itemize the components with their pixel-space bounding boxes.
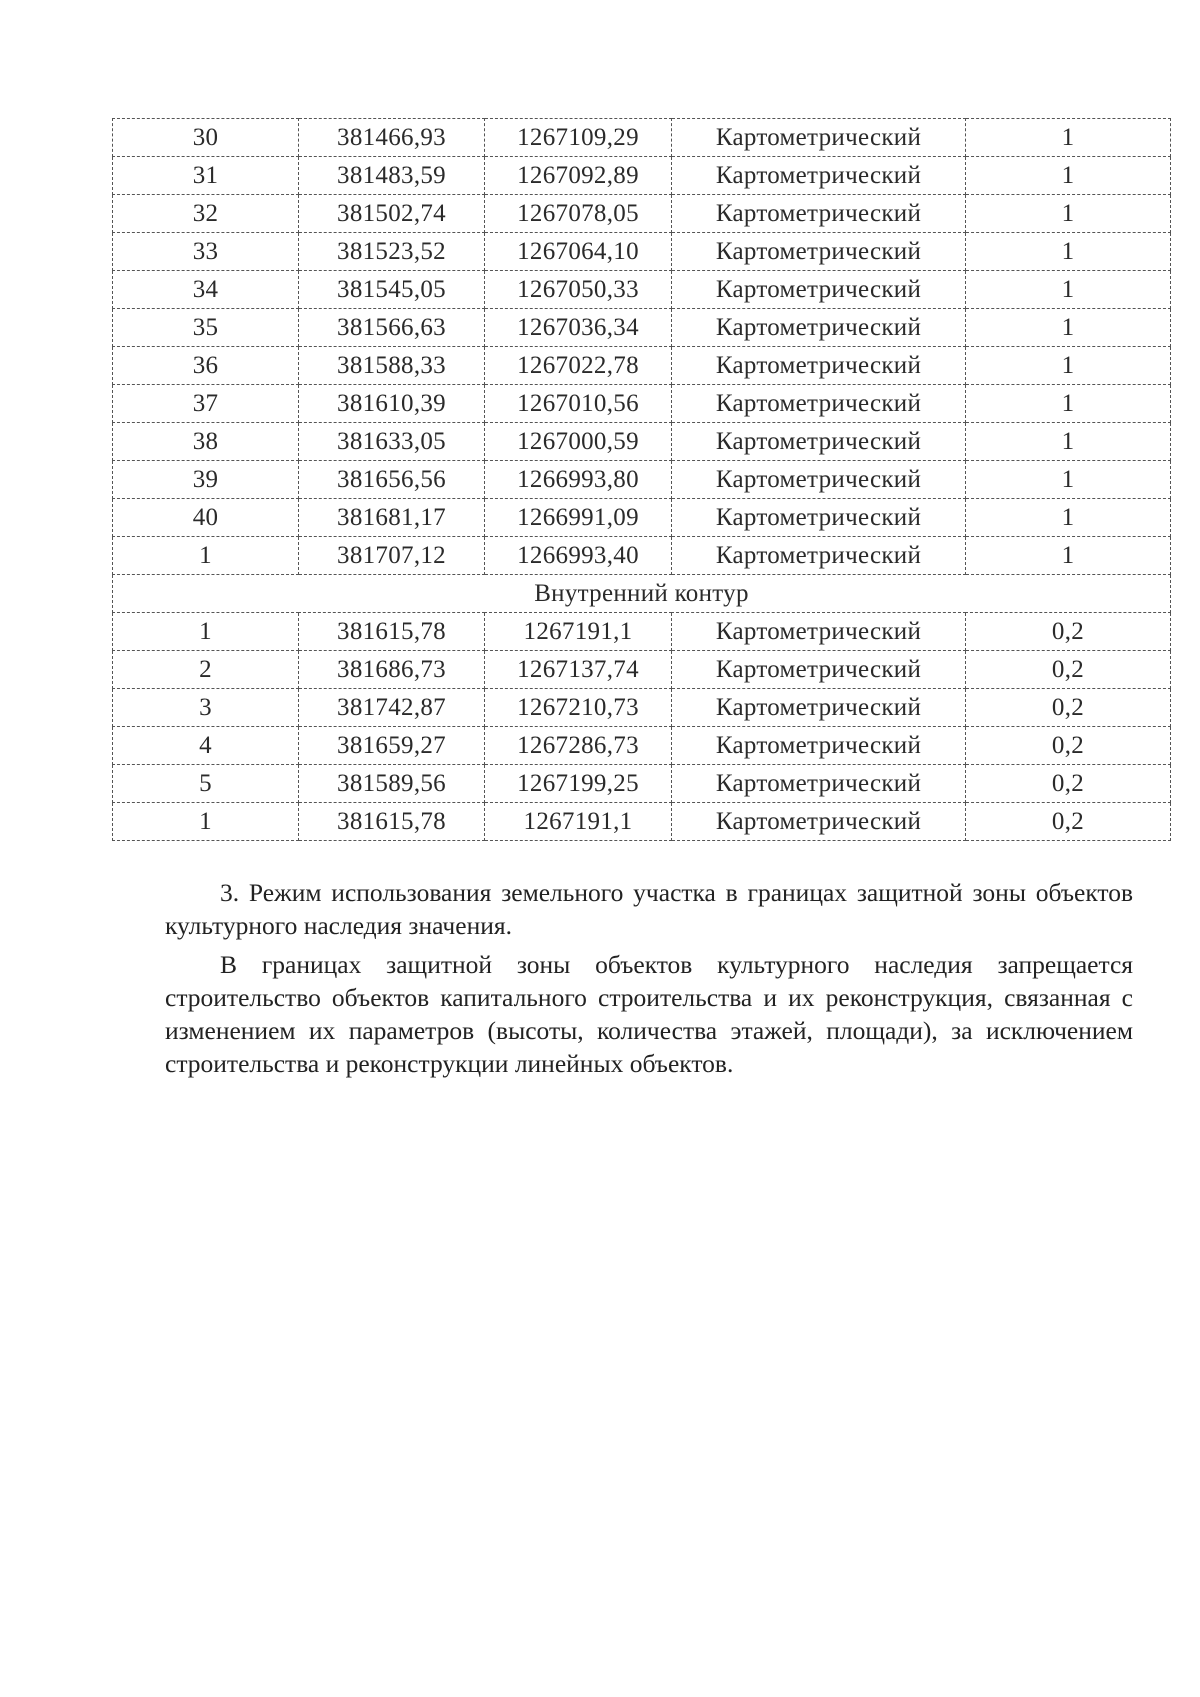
point-number-cell: 1 <box>113 537 299 575</box>
coord-y-cell: 1267050,33 <box>485 271 672 309</box>
table-row <box>113 499 1171 537</box>
table-row <box>113 803 1171 841</box>
coord-y-cell: 1267000,59 <box>485 423 672 461</box>
accuracy-cell: 1 <box>966 385 1171 423</box>
method-cell: Картометрический <box>672 347 966 385</box>
point-number-cell: 30 <box>113 119 299 157</box>
table-row <box>113 423 1171 461</box>
method-cell: Картометрический <box>672 651 966 689</box>
table-row <box>113 271 1171 309</box>
table-row <box>113 689 1171 727</box>
method-cell: Картометрический <box>672 271 966 309</box>
point-number-cell: 2 <box>113 651 299 689</box>
accuracy-cell: 1 <box>966 119 1171 157</box>
method-cell: Картометрический <box>672 537 966 575</box>
accuracy-cell: 1 <box>966 271 1171 309</box>
point-number-cell: 39 <box>113 461 299 499</box>
coord-y-cell: 1267064,10 <box>485 233 672 271</box>
point-number-cell: 31 <box>113 157 299 195</box>
coord-y-cell: 1267078,05 <box>485 195 672 233</box>
accuracy-cell: 1 <box>966 347 1171 385</box>
outer-contour-rows <box>113 119 1171 575</box>
method-cell: Картометрический <box>672 195 966 233</box>
table-row <box>113 119 1171 157</box>
coord-x-cell: 381610,39 <box>299 385 485 423</box>
point-number-cell: 34 <box>113 271 299 309</box>
coord-x-cell: 381523,52 <box>299 233 485 271</box>
accuracy-cell: 0,2 <box>966 765 1171 803</box>
method-cell: Картометрический <box>672 613 966 651</box>
coord-y-cell: 1267137,74 <box>485 651 672 689</box>
accuracy-cell: 0,2 <box>966 613 1171 651</box>
coord-y-cell: 1267092,89 <box>485 157 672 195</box>
coord-x-cell: 381466,93 <box>299 119 485 157</box>
method-cell: Картометрический <box>672 233 966 271</box>
coord-y-cell: 1267191,1 <box>485 613 672 651</box>
table-row <box>113 613 1171 651</box>
accuracy-cell: 1 <box>966 537 1171 575</box>
paragraph-restrictions: В границах защитной зоны объектов культурного наследия запрещается строительство объектов капитального строительства и их реконструкция, связанная с изменением их параметров (высоты, количества этажей, площади), за исключением строительства и реконструкции линейных объектов. <box>165 950 1133 1078</box>
table-row <box>113 385 1171 423</box>
method-cell: Картометрический <box>672 765 966 803</box>
method-cell: Картометрический <box>672 461 966 499</box>
table-row <box>113 537 1171 575</box>
coord-x-cell: 381588,33 <box>299 347 485 385</box>
coord-y-cell: 1267210,73 <box>485 689 672 727</box>
accuracy-cell: 1 <box>966 309 1171 347</box>
point-number-cell: 38 <box>113 423 299 461</box>
coord-x-cell: 381615,78 <box>299 613 485 651</box>
method-cell: Картометрический <box>672 157 966 195</box>
point-number-cell: 35 <box>113 309 299 347</box>
method-cell: Картометрический <box>672 727 966 765</box>
coord-y-cell: 1266991,09 <box>485 499 672 537</box>
coord-y-cell: 1267022,78 <box>485 347 672 385</box>
method-cell: Картометрический <box>672 423 966 461</box>
accuracy-cell: 0,2 <box>966 727 1171 765</box>
coord-x-cell: 381707,12 <box>299 537 485 575</box>
coord-y-cell: 1267286,73 <box>485 727 672 765</box>
point-number-cell: 5 <box>113 765 299 803</box>
coord-x-cell: 381686,73 <box>299 651 485 689</box>
coord-x-cell: 381483,59 <box>299 157 485 195</box>
table-row <box>113 461 1171 499</box>
point-number-cell: 3 <box>113 689 299 727</box>
method-cell: Картометрический <box>672 689 966 727</box>
table-row <box>113 347 1171 385</box>
point-number-cell: 40 <box>113 499 299 537</box>
inner-contour-header-row <box>113 575 1171 613</box>
body-text <box>165 876 1133 1086</box>
coord-x-cell: 381742,87 <box>299 689 485 727</box>
table-row <box>113 233 1171 271</box>
method-cell: Картометрический <box>672 803 966 841</box>
coord-y-cell: 1267036,34 <box>485 309 672 347</box>
method-cell: Картометрический <box>672 499 966 537</box>
accuracy-cell: 1 <box>966 499 1171 537</box>
coord-x-cell: 381656,56 <box>299 461 485 499</box>
point-number-cell: 33 <box>113 233 299 271</box>
coord-y-cell: 1267010,56 <box>485 385 672 423</box>
coord-x-cell: 381545,05 <box>299 271 485 309</box>
coord-y-cell: 1266993,80 <box>485 461 672 499</box>
table-row <box>113 765 1171 803</box>
coord-y-cell: 1267191,1 <box>485 803 672 841</box>
coord-x-cell: 381615,78 <box>299 803 485 841</box>
inner-contour-header: Внутренний контур <box>113 575 1171 613</box>
table-row <box>113 651 1171 689</box>
point-number-cell: 37 <box>113 385 299 423</box>
accuracy-cell: 1 <box>966 233 1171 271</box>
point-number-cell: 32 <box>113 195 299 233</box>
accuracy-cell: 0,2 <box>966 803 1171 841</box>
coord-y-cell: 1267109,29 <box>485 119 672 157</box>
table-row <box>113 195 1171 233</box>
point-number-cell: 1 <box>113 613 299 651</box>
accuracy-cell: 1 <box>966 195 1171 233</box>
coord-x-cell: 381502,74 <box>299 195 485 233</box>
point-number-cell: 4 <box>113 727 299 765</box>
paragraph-regime: 3. Режим использования земельного участка в границах защитной зоны объектов культурного наследия значения. <box>165 878 1133 940</box>
accuracy-cell: 0,2 <box>966 651 1171 689</box>
coord-x-cell: 381566,63 <box>299 309 485 347</box>
coord-y-cell: 1266993,40 <box>485 537 672 575</box>
point-number-cell: 1 <box>113 803 299 841</box>
table-row <box>113 309 1171 347</box>
accuracy-cell: 1 <box>966 423 1171 461</box>
table-row <box>113 727 1171 765</box>
inner-contour-rows <box>113 613 1171 841</box>
accuracy-cell: 1 <box>966 461 1171 499</box>
coordinates-table <box>112 118 1171 841</box>
coord-x-cell: 381659,27 <box>299 727 485 765</box>
accuracy-cell: 1 <box>966 157 1171 195</box>
coord-x-cell: 381633,05 <box>299 423 485 461</box>
method-cell: Картометрический <box>672 309 966 347</box>
method-cell: Картометрический <box>672 385 966 423</box>
coord-x-cell: 381589,56 <box>299 765 485 803</box>
point-number-cell: 36 <box>113 347 299 385</box>
table-row <box>113 157 1171 195</box>
accuracy-cell: 0,2 <box>966 689 1171 727</box>
coord-x-cell: 381681,17 <box>299 499 485 537</box>
coord-y-cell: 1267199,25 <box>485 765 672 803</box>
method-cell: Картометрический <box>672 119 966 157</box>
